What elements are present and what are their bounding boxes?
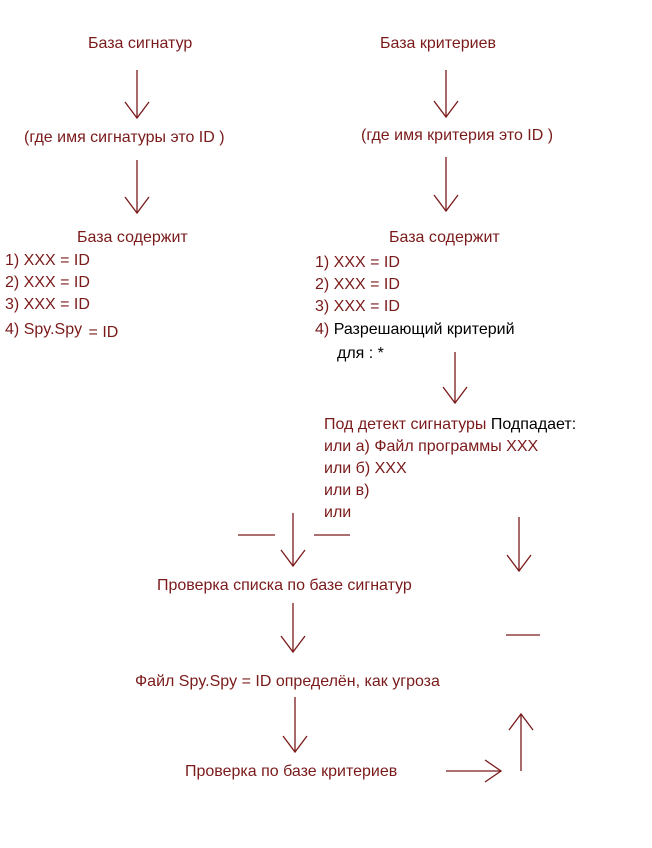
criteria-item-4-text: Разрешающий критерий: [333, 321, 515, 338]
signature-item-4-id: = ID: [88, 324, 119, 341]
criteria-db-note: (где имя критерия это ID ): [361, 127, 554, 144]
arrow-signature-db-to-note: [125, 70, 149, 118]
signature-db-contains-heading: База содержит: [77, 229, 188, 246]
arrow-criteria-db-to-note: [434, 70, 458, 117]
criteria-item-4-continuation: для : *: [337, 345, 384, 362]
signature-list-item-2: 2) XXX = ID: [5, 274, 90, 291]
criteria-list-item-3: 3) XXX = ID: [315, 298, 400, 315]
signature-db-title: База сигнатур: [88, 35, 193, 52]
flow-step-check-criteria: Проверка по базе критериев: [185, 763, 398, 780]
signature-list-item-1: 1) XXX = ID: [5, 252, 90, 269]
signature-item-4-name: Spy.Spy: [23, 321, 83, 338]
flow-step-check-signatures: Проверка списка по базе сигнатур: [157, 577, 412, 594]
criteria-list-item-1: 1) XXX = ID: [315, 254, 400, 271]
signature-db-note: (где имя сигнатуры это ID ): [24, 129, 225, 146]
criterion-option-other: или: [324, 504, 352, 521]
arrow-right-side-down: [507, 517, 531, 571]
arrow-criteria-check-to-right: [446, 760, 501, 782]
criterion-option-a: или а) Файл программы XXX: [324, 438, 539, 455]
arrow-allow-criterion-to-conditions: [443, 352, 467, 403]
criterion-option-c: или в): [324, 482, 370, 499]
criteria-db-contains-heading: База содержит: [389, 229, 500, 246]
flow-step-threat-detected: Файл Spy.Spy = ID определён, как угроза: [135, 673, 440, 690]
arrow-signature-check-to-threat: [281, 603, 305, 652]
arrow-threat-to-criteria-check: [283, 697, 307, 752]
criterion-option-b: или б) XXX: [324, 460, 407, 477]
criterion-under-detect-text: Под детект сигнатуры: [324, 416, 487, 433]
signature-list-item-3: 3) XXX = ID: [5, 296, 90, 313]
arrow-signature-note-to-contains: [125, 160, 149, 213]
arrow-into-signature-check: [281, 513, 305, 566]
criteria-db-title: База критериев: [380, 35, 497, 52]
arrow-right-side-up: [509, 714, 533, 771]
signature-item-4-number: 4): [5, 321, 20, 338]
arrow-criteria-note-to-contains: [434, 157, 458, 211]
criteria-list-item-2: 2) XXX = ID: [315, 276, 400, 293]
criterion-matches-text: Подпадает:: [490, 416, 577, 433]
criteria-item-4-number: 4): [315, 321, 330, 338]
